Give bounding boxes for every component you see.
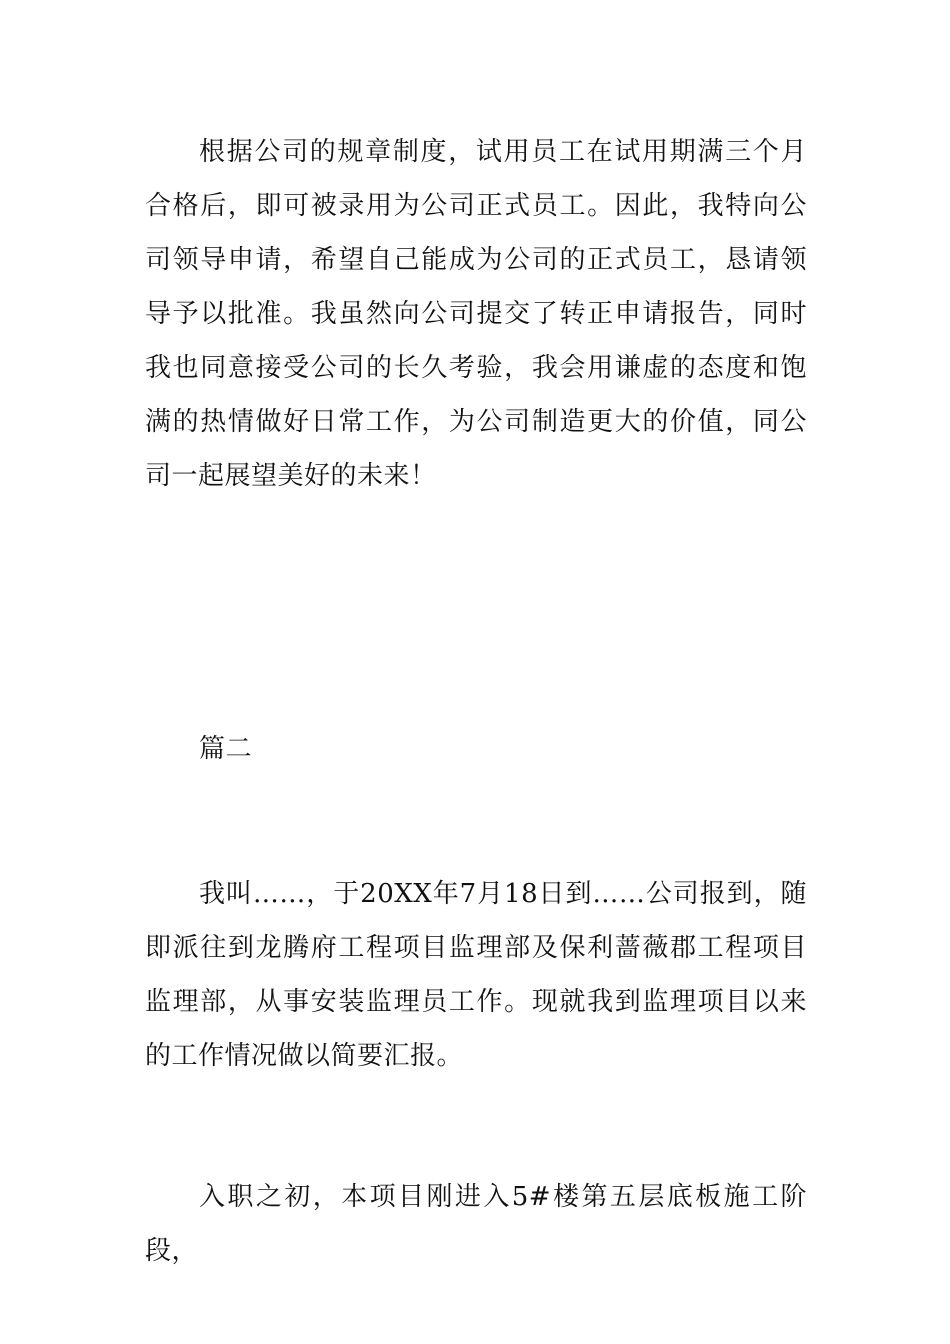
paragraph-work-report-intro: 我叫……，于20XX年7月18日到……公司报到，随即派往到龙腾府工程项目监理部及保利蔷薇郡工程项目监理部，从事安装监理员工作。现就我到监理项目以来的工作情况做以简要汇报。 — [145, 879, 807, 1071]
paragraph-initial-stage: 入职之初，本项目刚进入5#楼第五层底板施工阶段， — [145, 1182, 807, 1266]
section-heading: 篇二 — [199, 734, 253, 764]
paragraph-probation-application: 根据公司的规章制度，试用员工在试用期满三个月合格后，即可被录用为公司正式员工。因此，我特向公司领导申请，希望自己能成为公司的正式员工，恳请领导予以批准。我虽然向公司提交了转正申请报告，同时我也同意接受公司的长久考验，我会用谦虚的态度和饱满的热情做好日常工作，为公司制造更大的价值，同公司一起展望美好的未来！ — [145, 137, 807, 491]
